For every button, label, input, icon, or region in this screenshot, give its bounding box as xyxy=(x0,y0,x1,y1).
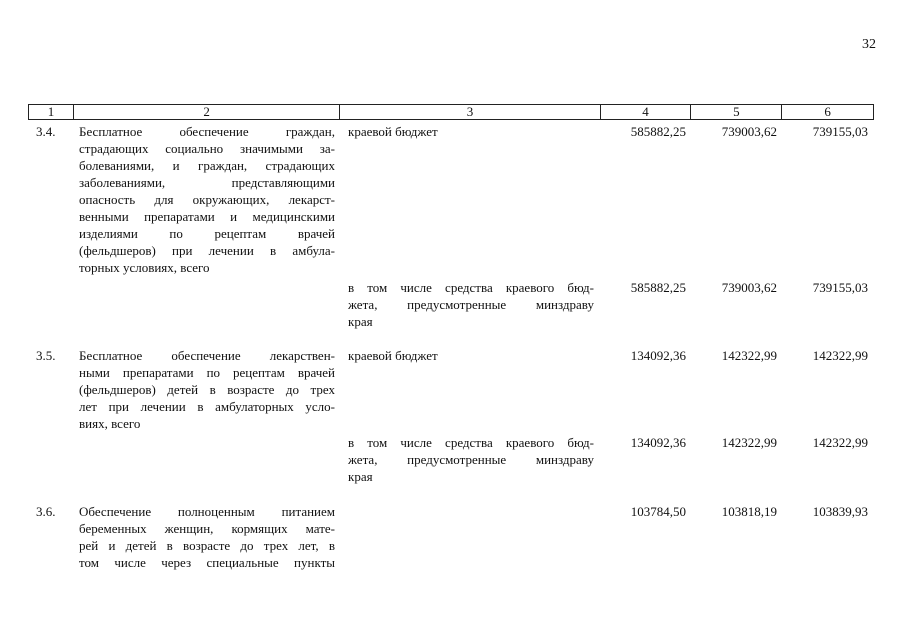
value-col-5: 739003,62 xyxy=(721,124,777,139)
row-id: 3.6. xyxy=(36,504,56,519)
header-col-6: 6 xyxy=(824,104,831,119)
description-line: Бесплатное обеспечение лекарствен- xyxy=(79,348,335,363)
row-id: 3.5. xyxy=(36,348,56,363)
value-col-6: 142322,99 xyxy=(812,348,868,363)
description-line: лет при лечении в амбулаторных усло- xyxy=(79,399,335,414)
description-line: торных условиях, всего xyxy=(79,260,210,275)
description-line: рей и детей в возрасте до трех лет, в xyxy=(79,538,335,553)
description-line: ными препаратами по рецептам врачей xyxy=(79,365,335,380)
sub-value-col-6: 739155,03 xyxy=(812,280,868,295)
sub-value-col-4: 585882,25 xyxy=(630,280,686,295)
description-line: (фельдшеров) при лечении в амбула- xyxy=(79,243,335,258)
sub-value-col-5: 142322,99 xyxy=(721,435,777,450)
sub-source-line: в том числе средства краевого бюд- xyxy=(348,435,594,450)
value-col-4: 585882,25 xyxy=(630,124,686,139)
row-id: 3.4. xyxy=(36,124,56,139)
description-line: страдающих социально значимыми за- xyxy=(79,141,335,156)
row-source: краевой бюджет xyxy=(348,348,438,363)
header-col-3: 3 xyxy=(340,105,600,119)
description-line: (фельдшеров) детей в возрасте до трех xyxy=(79,382,335,397)
row-sub-source xyxy=(348,434,594,485)
description-line: беременных женщин, кормящих мате- xyxy=(79,521,335,536)
row-source: краевой бюджет xyxy=(348,124,438,139)
page-number: 32 xyxy=(862,37,876,52)
header-col-4: 4 xyxy=(601,105,692,119)
description-line: Обеспечение полноценным питанием xyxy=(79,504,335,519)
description-line: болеваниями, и граждан, страдающих xyxy=(79,158,335,173)
value-col-6: 103839,93 xyxy=(812,504,868,519)
value-col-6: 739155,03 xyxy=(812,124,868,139)
value-col-4: 103784,50 xyxy=(630,504,686,519)
row-description xyxy=(79,347,335,432)
sub-source-line: края xyxy=(348,314,373,329)
header-col-5: 5 xyxy=(691,105,782,119)
sub-value-col-6: 142322,99 xyxy=(812,435,868,450)
row-description xyxy=(79,123,335,276)
description-line: изделиями по рецептам врачей xyxy=(79,226,335,241)
row-description xyxy=(79,503,335,571)
row-sub-source xyxy=(348,279,594,330)
header-col-2: 2 xyxy=(74,105,340,119)
sub-value-col-4: 134092,36 xyxy=(630,435,686,450)
sub-source-line: жета, предусмотренные минздраву xyxy=(348,452,594,467)
description-line: опасность для окружающих, лекарст- xyxy=(79,192,335,207)
description-line: заболеваниями, представляющими xyxy=(79,175,335,190)
sub-source-line: жета, предусмотренные минздраву xyxy=(348,297,594,312)
sub-value-col-5: 739003,62 xyxy=(721,280,777,295)
sub-source-line: края xyxy=(348,469,373,484)
value-col-4: 134092,36 xyxy=(630,348,686,363)
value-col-5: 103818,19 xyxy=(721,504,777,519)
value-col-5: 142322,99 xyxy=(721,348,777,363)
table-header xyxy=(28,104,874,120)
description-line: Бесплатное обеспечение граждан, xyxy=(79,124,335,139)
header-col-1: 1 xyxy=(29,105,74,119)
description-line: том числе через специальные пункты xyxy=(79,555,335,570)
description-line: виях, всего xyxy=(79,416,141,431)
sub-source-line: в том числе средства краевого бюд- xyxy=(348,280,594,295)
description-line: венными препаратами и медицинскими xyxy=(79,209,335,224)
